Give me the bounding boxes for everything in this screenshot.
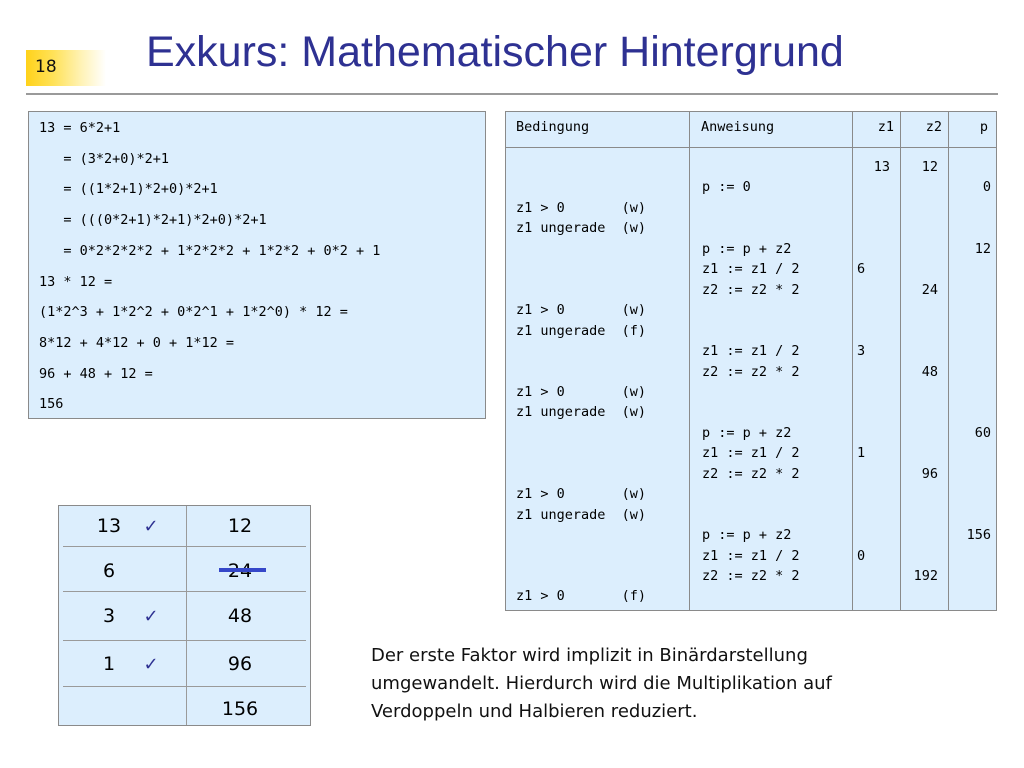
check-icon: ✓ bbox=[143, 516, 159, 537]
header-cell: Bedingung bbox=[516, 119, 590, 135]
caption-text: Der erste Faktor wird implizit in Binärdarstellung umgewandelt. Hierdurch wird die Multiplikation auf Verdoppeln und Halbieren reduziert. bbox=[371, 645, 832, 722]
header-cell: z1 bbox=[877, 119, 894, 135]
left-factor: 6 bbox=[102, 560, 116, 582]
slide-number-badge bbox=[26, 50, 106, 86]
z2-value: 12 bbox=[921, 159, 938, 175]
equation-line: 156 bbox=[39, 396, 64, 413]
equation-line: 13 * 12 = bbox=[39, 273, 113, 290]
right-factor: 48 bbox=[227, 605, 253, 627]
slide-title: Exkurs: Mathematischer Hintergrund bbox=[146, 28, 844, 76]
statement-cell: p := p + z2 bbox=[702, 240, 792, 257]
equation-line: (1*2^3 + 1*2^2 + 0*2^1 + 1*2^0) * 12 = bbox=[39, 304, 348, 321]
statement-cell: z1 := z1 / 2 bbox=[702, 343, 800, 360]
header-cell: z2 bbox=[925, 119, 942, 135]
equation-line: = ((1*2+1)*2+0)*2+1 bbox=[39, 181, 218, 198]
column-divider bbox=[900, 112, 901, 610]
equation-line: 13 = 6*2+1 bbox=[39, 120, 121, 136]
condition-cell: z1 > 0 (w) bbox=[516, 383, 647, 400]
statement-cell: z1 := z1 / 2 bbox=[702, 445, 800, 462]
z1-value: 13 bbox=[873, 159, 890, 175]
equation-line: = 0*2*2*2*2 + 1*2*2*2 + 1*2*2 + 0*2 + 1 bbox=[39, 242, 381, 259]
statement-cell: z2 := z2 * 2 bbox=[702, 568, 800, 584]
condition-cell: z1 > 0 (f) bbox=[516, 588, 647, 605]
z1-value: 6 bbox=[857, 261, 866, 278]
right-factor: 12 bbox=[227, 515, 253, 537]
right-factor: 96 bbox=[227, 653, 253, 675]
statement-cell: z1 := z1 / 2 bbox=[702, 547, 800, 564]
z2-value: 48 bbox=[921, 363, 938, 380]
p-value: 0 bbox=[982, 179, 991, 196]
grid-row-divider bbox=[63, 591, 306, 592]
condition-cell: z1 > 0 (w) bbox=[516, 199, 647, 216]
statement-cell: z1 := z1 / 2 bbox=[702, 261, 800, 278]
p-value: 12 bbox=[974, 240, 991, 257]
column-divider bbox=[689, 112, 690, 610]
trace-table bbox=[505, 111, 997, 611]
z2-value: 96 bbox=[921, 465, 938, 482]
condition-cell: z1 > 0 (w) bbox=[516, 486, 647, 503]
z1-value: 3 bbox=[857, 343, 866, 360]
condition-cell: z1 ungerade (f) bbox=[516, 322, 647, 339]
title-divider bbox=[26, 93, 998, 95]
condition-cell: z1 > 0 (w) bbox=[516, 302, 647, 319]
z1-value: 0 bbox=[857, 547, 866, 564]
p-value: 156 bbox=[966, 527, 991, 544]
equation-line: 8*12 + 4*12 + 0 + 1*12 = bbox=[39, 334, 235, 351]
p-value: 60 bbox=[974, 424, 991, 441]
column-divider bbox=[852, 112, 853, 610]
condition-cell: z1 ungerade (w) bbox=[516, 506, 647, 523]
equation-box bbox=[28, 111, 486, 419]
equation-line: = (((0*2+1)*2+1)*2+0)*2+1 bbox=[39, 212, 267, 229]
header-divider bbox=[506, 147, 996, 148]
grid-column-divider bbox=[186, 506, 187, 725]
left-factor: 1 bbox=[102, 653, 116, 675]
grid-row-divider bbox=[63, 640, 306, 641]
check-icon: ✓ bbox=[143, 654, 159, 675]
right-factor: 156 bbox=[221, 698, 259, 720]
condition-cell: z1 ungerade (w) bbox=[516, 220, 647, 237]
statement-cell: p := 0 bbox=[702, 179, 751, 196]
condition-cell: z1 ungerade (w) bbox=[516, 404, 647, 421]
multiplication-grid bbox=[58, 505, 311, 726]
left-factor: 3 bbox=[102, 605, 116, 627]
statement-cell: z2 := z2 * 2 bbox=[702, 281, 800, 298]
strike-through-line bbox=[219, 568, 266, 572]
z2-value: 24 bbox=[921, 281, 938, 298]
grid-row-divider bbox=[63, 546, 306, 547]
header-cell: Anweisung bbox=[701, 119, 775, 135]
header-cell: p bbox=[979, 119, 988, 135]
slide-number: 18 bbox=[35, 57, 57, 77]
grid-row-divider bbox=[63, 686, 306, 687]
equation-line: 96 + 48 + 12 = bbox=[39, 365, 153, 382]
statement-cell: p := p + z2 bbox=[702, 527, 792, 544]
statement-cell: z2 := z2 * 2 bbox=[702, 465, 800, 482]
statement-cell: p := p + z2 bbox=[702, 424, 792, 441]
z2-value: 192 bbox=[913, 568, 938, 584]
equation-line: = (3*2+0)*2+1 bbox=[39, 150, 170, 167]
left-factor: 13 bbox=[96, 515, 122, 537]
statement-cell: z2 := z2 * 2 bbox=[702, 363, 800, 380]
check-icon: ✓ bbox=[143, 606, 159, 627]
z1-value: 1 bbox=[857, 445, 866, 462]
